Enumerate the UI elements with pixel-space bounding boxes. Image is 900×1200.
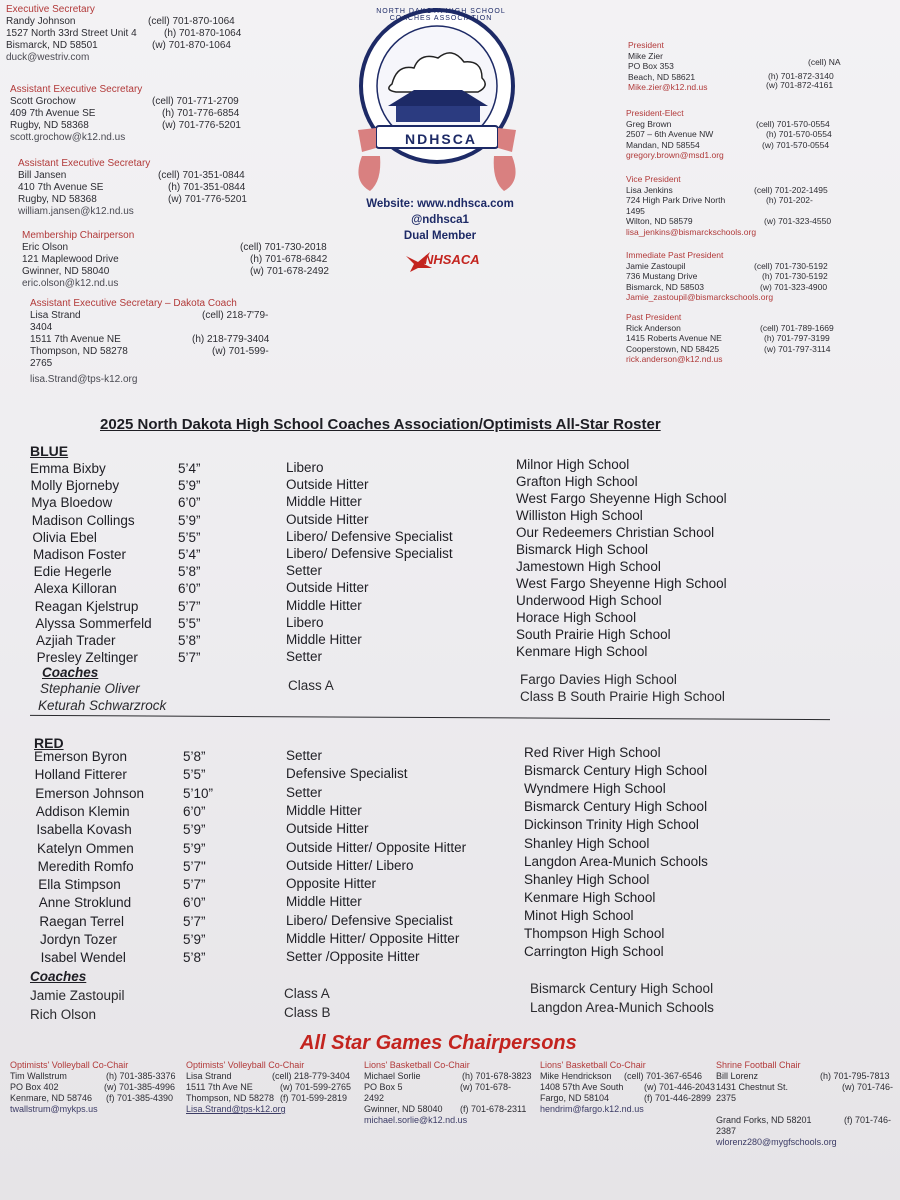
player-name: Isabella Kovash	[36, 822, 132, 838]
player-height: 5’5”	[178, 615, 201, 631]
chair-address: 1431 Chestnut St.	[716, 1082, 789, 1092]
coach-class: Class A	[288, 678, 334, 693]
contact-city: Bismarck, ND 58501	[6, 40, 98, 51]
contact-phone: (h) 701-730-5192	[762, 271, 828, 281]
player-school: Langdon Area-Munich Schools	[524, 853, 708, 869]
player-school: Minot High School	[524, 907, 634, 923]
contact-address: 2765	[30, 358, 53, 369]
contact-address: 1511 7th Avenue NE	[30, 334, 121, 345]
player-position: Setter	[286, 563, 323, 579]
contact-phone: (w) 701-323-4550	[764, 216, 832, 226]
contact-phone: (cell) 701-730-5192	[754, 260, 828, 271]
chair-phone: (cell) 218-779-3404	[272, 1071, 351, 1081]
coach-name: Keturah Schwarzrock	[38, 698, 167, 713]
player-row	[0, 627, 900, 651]
player-row	[0, 907, 900, 932]
chair-title: Shrine Football Chair	[716, 1060, 801, 1070]
player-name: Anne Stroklund	[38, 895, 132, 911]
contact-title: Membership Chairperson	[22, 230, 135, 241]
chair-address: 2492	[364, 1093, 385, 1103]
player-height: 5’5”	[178, 529, 201, 545]
player-school: Wyndmere High School	[524, 781, 666, 797]
coach-name: Jamie Zastoupil	[30, 988, 125, 1003]
roster-title: 2025 North Dakota High School Coaches Association/Optimists All-Star Roster	[100, 416, 661, 433]
contact-email[interactable]: Jamie_zastoupil@bismarckschools.org	[626, 292, 774, 302]
player-row	[0, 817, 900, 840]
player-school: Milnor High School	[516, 457, 630, 472]
player-position: Middle Hitter	[286, 894, 362, 910]
dual-member-text: Dual Member	[403, 230, 477, 242]
player-name: Holland Fitterer	[34, 767, 127, 783]
chair-city: Thompson, ND 58278	[186, 1093, 275, 1103]
player-name: Mya Bloedow	[31, 495, 113, 511]
player-position: Libero	[286, 614, 324, 630]
player-height: 5’8”	[183, 950, 206, 966]
contact-name: Bill Jansen	[18, 170, 67, 181]
contact-name: Lisa Strand	[30, 310, 81, 321]
player-name: Isabel Wendel	[40, 950, 126, 966]
contact-vice-president	[626, 174, 866, 237]
player-row	[0, 944, 900, 968]
chair-email[interactable]: michael.sorlie@k12.nd.us	[364, 1115, 468, 1125]
contact-title: Assistant Executive Secretary	[18, 158, 151, 169]
chair-title: Lions' Basketball Co-Chair	[364, 1060, 470, 1070]
coach-class: Class A	[284, 986, 330, 1001]
contact-address: 121 Maplewood Drive	[22, 254, 119, 265]
player-position: Opposite Hitter	[286, 876, 377, 892]
player-position: Libero	[286, 460, 324, 475]
chair-email[interactable]: hendrim@fargo.k12.nd.us	[540, 1104, 644, 1114]
player-position: Middle Hitter/ Opposite Hitter	[286, 931, 460, 946]
player-position: Libero/ Defensive Specialist	[286, 546, 453, 561]
chair-name: Michael Sorlie	[364, 1071, 421, 1081]
player-row	[0, 889, 900, 913]
contact-address: 724 High Park Drive North	[626, 195, 726, 205]
player-row	[0, 799, 900, 822]
contact-address: 409 7th Avenue SE	[10, 108, 96, 119]
player-name: Reagan Kjelstrup	[34, 598, 139, 614]
contact-email[interactable]: lisa.Strand@tps-k12.org	[30, 374, 138, 385]
player-name: Raegan Terrel	[39, 913, 124, 929]
chair-phone: (cell) 701-367-6546	[624, 1071, 703, 1081]
contact-immediate-past-president	[626, 250, 866, 303]
contact-address: 1415 Roberts Avenue NE	[626, 333, 722, 343]
chair-phone: (w) 701-446-2043	[644, 1082, 716, 1092]
chair-city: Gwinner, ND 58040	[364, 1104, 443, 1114]
contact-city: Wilton, ND 58579	[626, 216, 693, 226]
player-row	[0, 871, 900, 895]
player-name: Azjiah Trader	[36, 633, 116, 648]
player-row	[0, 763, 900, 785]
player-height: 5’8”	[178, 564, 201, 580]
chair-phone: (f) 701-446-2899	[644, 1093, 712, 1103]
coach-name: Rich Olson	[30, 1007, 97, 1022]
player-school: West Fargo Sheyenne High School	[516, 576, 727, 591]
contact-phone: (h) 701-870-1064	[164, 28, 242, 39]
contact-phone: (h) 701-797-3199	[764, 333, 830, 343]
chair-name: Tim Wallstrum	[10, 1071, 67, 1081]
player-height: 6’0”	[178, 495, 201, 511]
player-name: Katelyn Ommen	[37, 840, 134, 856]
player-position: Middle Hitter	[286, 597, 362, 613]
chair-title: Lions' Basketball Co-Chair	[540, 1060, 646, 1070]
contact-phone: (cell) NA	[808, 57, 841, 67]
contact-email[interactable]: gregory.brown@msd1.org	[626, 150, 724, 160]
team-divider	[30, 715, 830, 720]
player-position: Middle Hitter	[286, 632, 362, 647]
player-height: 5’9”	[183, 822, 206, 838]
chair-city: Grand Forks, ND 58201	[716, 1115, 812, 1125]
contact-city: Cooperstown, ND 58425	[626, 343, 720, 354]
contact-phone: (cell) 701-870-1064	[148, 16, 235, 27]
logo-banner-text: NDHSCA	[405, 131, 477, 147]
player-position: Outside Hitter	[286, 580, 369, 596]
coach-school: Class B South Prairie High School	[520, 689, 725, 704]
player-school: Red River High School	[524, 745, 661, 760]
player-position: Setter	[286, 649, 323, 665]
chair-phone: (h) 701-795-7813	[820, 1071, 890, 1081]
blue-coaches-heading: Coaches	[42, 665, 99, 680]
contact-name: Mike Zier	[628, 50, 663, 61]
player-height: 5’7"	[183, 858, 206, 874]
player-school: Kenmare High School	[516, 644, 648, 659]
player-height: 5’8”	[183, 749, 206, 764]
player-school: Kenmare High School	[524, 889, 656, 905]
contact-title: Vice President	[626, 174, 681, 184]
contact-city: Gwinner, ND 58040	[22, 266, 110, 277]
contact-name: Eric Olson	[22, 242, 69, 253]
player-position: Outside Hitter	[286, 821, 369, 837]
contact-president	[628, 40, 868, 93]
logo-ring-text: NORTH DAKOTA HIGH SCHOOL COACHES ASSOCIATION	[376, 8, 506, 22]
chair-basketball-1	[364, 1060, 532, 1126]
player-name: Madison Collings	[31, 512, 135, 528]
contact-phone: (w) 701-776-5201	[162, 120, 241, 131]
contact-name: Greg Brown	[626, 118, 672, 129]
contact-title: Executive Secretary	[6, 4, 95, 15]
coach-school: Langdon Area-Munich Schools	[530, 1000, 714, 1015]
coach-name: Stephanie Oliver	[40, 681, 140, 696]
contact-city: Rugby, ND 58368	[10, 120, 89, 131]
chair-phone: (f) 701-599-2819	[280, 1093, 348, 1103]
contact-phone: (cell) 701-570-0554	[756, 118, 830, 129]
contact-title: Assistant Executive Secretary – Dakota Coach	[30, 298, 237, 309]
contact-phone: (w) 701-570-0554	[762, 139, 830, 150]
contact-address: 410 7th Avenue SE	[18, 182, 104, 193]
contact-address: 2507 – 6th Avenue NW	[626, 129, 714, 139]
contact-phone: (cell) 218-7'79-	[202, 310, 269, 321]
contact-city: Rugby, ND 58368	[18, 194, 97, 205]
player-height: 5’4”	[178, 547, 201, 562]
contact-executive-secretary	[6, 4, 256, 64]
player-school: South Prairie High School	[516, 627, 671, 642]
player-school: Williston High School	[516, 508, 643, 523]
player-row	[0, 576, 900, 599]
contact-membership-chair	[22, 230, 342, 290]
contact-email[interactable]: lisa_jenkins@bismarckschools.org	[626, 226, 757, 237]
contact-phone: (w) 701-797-3114	[764, 343, 831, 354]
contact-address: 3404	[30, 322, 53, 333]
chair-address: 2387	[716, 1126, 737, 1136]
contact-phone: (w) 701-872-4161	[766, 80, 834, 90]
player-name: Presley Zeltinger	[36, 650, 138, 666]
player-height: 6’0”	[183, 803, 206, 819]
player-school: Shanley High School	[524, 835, 650, 851]
player-row	[0, 593, 900, 617]
chair-address: PO Box 5	[364, 1082, 403, 1092]
contact-assistant-secretary-2	[18, 158, 268, 218]
player-name: Jordyn Tozer	[40, 932, 118, 947]
player-name: Meredith Romfo	[37, 858, 134, 874]
contact-city: Bismarck, ND 58503	[626, 281, 704, 292]
chair-phone: (h) 701-678-3823	[462, 1071, 532, 1081]
chair-address: 1511 7th Ave NE	[186, 1082, 253, 1092]
player-position: Libero/ Defensive Specialist	[286, 912, 453, 928]
player-height: 5’7”	[178, 598, 201, 614]
chair-title: Optimists' Volleyball Co-Chair	[186, 1060, 305, 1070]
contact-name: Lisa Jenkins	[626, 184, 673, 195]
player-school: Jamestown High School	[516, 559, 661, 574]
player-school: Grafton High School	[516, 474, 638, 489]
contact-title: Assistant Executive Secretary	[10, 84, 143, 95]
player-name: Emerson Johnson	[35, 785, 144, 801]
contact-phone: (h) 701-678-6842	[250, 254, 328, 265]
contact-phone: (h) 701-351-0844	[168, 182, 246, 193]
player-school: Our Redeemers Christian School	[516, 525, 715, 540]
contact-phone: (cell) 701-789-1669	[760, 322, 834, 333]
contact-city: Thompson, ND 58278	[30, 346, 128, 357]
player-row	[0, 853, 900, 877]
player-height: 5’4”	[178, 461, 201, 476]
player-school: West Fargo Sheyenne High School	[516, 491, 727, 506]
chair-phone: (f) 701-385-4390	[106, 1093, 174, 1103]
contact-phone: (cell) 701-771-2709	[152, 96, 239, 107]
contact-name: Jamie Zastoupil	[626, 260, 686, 271]
player-height: 5’9”	[183, 932, 206, 947]
chair-name: Lisa Strand	[186, 1071, 232, 1081]
player-row	[0, 781, 900, 804]
contact-title: Past President	[626, 312, 682, 322]
chair-football	[716, 1060, 894, 1148]
chair-name: Mike Hendrickson	[540, 1071, 612, 1081]
player-height: 5’7”	[183, 913, 206, 929]
player-row	[0, 745, 900, 767]
contact-phone: (w) 701-323-4900	[760, 281, 828, 292]
contact-president-elect	[626, 108, 866, 161]
player-position: Middle Hitter	[286, 494, 362, 510]
player-position: Setter /Opposite Hitter	[286, 949, 420, 965]
chair-name: Bill Lorenz	[716, 1071, 759, 1081]
player-name: Alexa Killoran	[34, 581, 117, 597]
contact-phone: (h) 701-872-3140	[768, 70, 834, 81]
player-row	[0, 644, 900, 668]
chair-title: Optimists' Volleyball Co-Chair	[10, 1060, 129, 1070]
player-height: 5’9”	[183, 840, 206, 856]
contact-city: Beach, ND 58621	[628, 71, 696, 82]
player-height: 5’8”	[178, 633, 201, 648]
chair-city: Fargo, ND 58104	[540, 1093, 610, 1103]
player-name: Emerson Byron	[34, 749, 128, 764]
player-name: Madison Foster	[33, 547, 127, 562]
player-row	[0, 926, 900, 950]
player-height: 5’5”	[183, 767, 206, 783]
coach-class: Class B	[284, 1005, 331, 1020]
chair-volleyball-1	[10, 1060, 176, 1115]
chair-phone: (h) 701-385-3376	[106, 1071, 176, 1081]
red-coaches-heading: Coaches	[30, 969, 87, 984]
chairpersons-title: All Star Games Chairpersons	[300, 1032, 577, 1054]
player-name: Olivia Ebel	[32, 529, 97, 545]
chair-phone: (w) 701-385-4996	[104, 1082, 176, 1092]
contact-address: 1527 North 33rd Street Unit 4	[6, 28, 137, 39]
contact-assistant-secretary-1	[10, 84, 260, 144]
player-name: Edie Hegerle	[33, 564, 112, 580]
chair-phone: (f) 701-746-	[844, 1115, 892, 1125]
coach-school: Fargo Davies High School	[520, 672, 677, 687]
chair-address: 2375	[716, 1093, 737, 1103]
contact-phone: (h) 701-776-6854	[162, 108, 240, 119]
player-school: Carrington High School	[524, 944, 664, 960]
player-school: Dickinson Trinity High School	[524, 817, 699, 833]
chair-address: PO Box 402	[10, 1082, 59, 1092]
player-name: Emma Bixby	[30, 461, 106, 476]
coach-school: Bismarck Century High School	[530, 981, 714, 996]
chair-basketball-2	[540, 1060, 716, 1115]
contact-title: Immediate Past President	[626, 250, 724, 260]
player-height: 5’9”	[178, 512, 201, 528]
blue-team-heading: BLUE	[30, 443, 69, 459]
player-height: 5’7”	[183, 877, 206, 893]
player-height: 5’7”	[178, 650, 201, 666]
player-name: Molly Bjorneby	[30, 478, 120, 494]
chair-phone: (f) 701-678-2311	[460, 1104, 527, 1114]
player-row	[0, 457, 900, 479]
nhsaca-logo	[404, 248, 484, 274]
player-name: Alyssa Sommerfeld	[35, 615, 152, 631]
contact-address: 1495	[626, 205, 645, 216]
contact-dakota-coach	[30, 298, 290, 386]
player-school: Bismarck Century High School	[524, 763, 708, 779]
player-row	[0, 491, 900, 513]
player-row	[0, 474, 900, 496]
contact-name: Randy Johnson	[6, 16, 76, 27]
contact-address: PO Box 353	[628, 61, 674, 71]
contact-phone: (w) 701-599-	[212, 346, 269, 357]
player-position: Outside Hitter	[286, 477, 369, 493]
contact-phone: (cell) 701-351-0844	[158, 170, 245, 181]
chair-phone: (w) 701-599-2765	[280, 1082, 352, 1092]
contact-address: 736 Mustang Drive	[626, 271, 698, 281]
contact-email[interactable]: duck@westriv.com	[6, 52, 90, 63]
player-height: 6’0”	[183, 895, 206, 911]
chair-phone: (w) 701-678-	[460, 1082, 512, 1092]
player-height: 5’10”	[183, 785, 214, 801]
contact-phone: (cell) 701-202-1495	[754, 184, 828, 195]
player-school: Bismarck High School	[516, 542, 649, 557]
player-school: Thompson High School	[524, 926, 665, 941]
ndhsca-logo	[352, 6, 522, 196]
player-position: Middle Hitter	[286, 802, 362, 818]
contact-title: President	[628, 40, 664, 50]
chair-email[interactable]: twallstrum@mykps.us	[10, 1104, 98, 1114]
player-school: Bismarck Century High School	[524, 799, 708, 815]
website-text[interactable]: Website: www.ndhsca.com	[366, 198, 514, 210]
player-height: 5’9”	[178, 478, 201, 494]
chair-email[interactable]: Lisa.Strand@tps-k12.org	[186, 1104, 286, 1114]
contact-title: President-Elect	[626, 108, 684, 118]
contact-city: Mandan, ND 58554	[626, 139, 700, 150]
contact-phone: (w) 701-776-5201	[168, 194, 247, 205]
contact-name: Rick Anderson	[626, 322, 681, 333]
contact-phone: (w) 701-870-1064	[152, 40, 231, 51]
player-position: Outside Hitter/ Libero	[286, 857, 414, 873]
player-height: 6’0”	[178, 581, 201, 597]
player-row	[0, 559, 900, 582]
chair-phone: (w) 701-746-	[842, 1082, 894, 1092]
social-handle: @ndhsca1	[411, 214, 469, 226]
contact-email[interactable]: Mike.zier@k12.nd.us	[628, 82, 708, 92]
player-position: Libero/ Defensive Specialist	[286, 528, 453, 544]
player-school: Underwood High School	[516, 593, 662, 608]
player-name: Ella Stimpson	[38, 877, 121, 893]
contact-email[interactable]: eric.olson@k12.nd.us	[22, 278, 119, 289]
player-position: Setter	[286, 748, 323, 763]
red-team-heading: RED	[34, 735, 64, 751]
player-position: Outside Hitter/ Opposite Hitter	[286, 839, 467, 855]
contact-past-president	[626, 312, 866, 365]
contact-email[interactable]: rick.anderson@k12.nd.us	[626, 354, 723, 364]
chair-volleyball-2	[186, 1060, 352, 1115]
player-row	[0, 610, 900, 634]
contact-name: Scott Grochow	[10, 96, 76, 107]
contact-phone: (w) 701-678-2492	[250, 266, 329, 277]
chair-city: Kenmare, ND 58746	[10, 1093, 93, 1103]
contact-phone: (h) 701-570-0554	[766, 129, 832, 139]
player-position: Setter	[286, 784, 323, 800]
player-row	[0, 835, 900, 859]
contact-email[interactable]: scott.grochow@k12.nd.us	[10, 132, 126, 143]
contact-phone: (h) 701-202-	[766, 195, 813, 205]
player-row	[0, 542, 900, 565]
player-school: Horace High School	[516, 610, 637, 625]
player-school: Shanley High School	[524, 871, 650, 887]
contact-phone: (h) 218-779-3404	[192, 334, 270, 345]
chair-email[interactable]: wlorenz280@mygfschools.org	[716, 1137, 837, 1147]
contact-email[interactable]: william.jansen@k12.nd.us	[18, 206, 134, 217]
player-position: Defensive Specialist	[286, 766, 408, 782]
player-name: Addison Klemin	[35, 803, 130, 819]
player-position: Outside Hitter	[286, 511, 369, 527]
nhsaca-text: NHSACA	[424, 252, 480, 267]
chair-address: 1408 57th Ave South	[540, 1082, 624, 1092]
contact-phone: (cell) 701-730-2018	[240, 242, 327, 253]
